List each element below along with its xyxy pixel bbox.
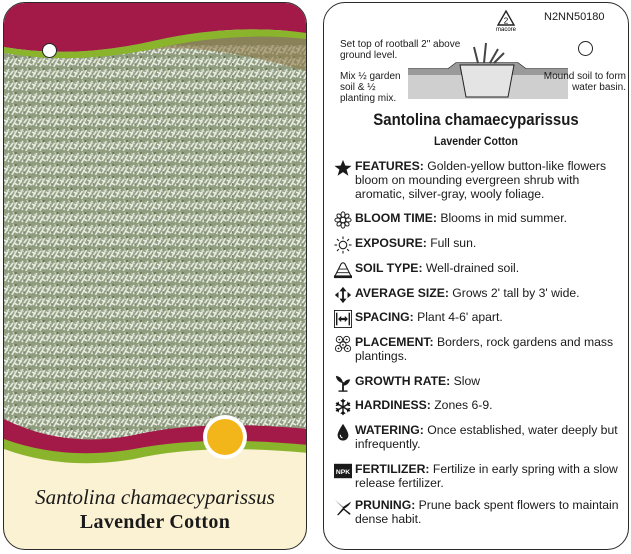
latin-name-back: Santolina chamaecyparissus (373, 110, 579, 129)
common-name: Lavender Cotton (79, 511, 231, 533)
npk-icon (334, 462, 352, 480)
size-icon (334, 286, 352, 304)
attribute-watering: WATERING: Once established, water deeply but infrequently. (334, 423, 626, 451)
attribute-placement: PLACEMENT: Borders, rock gardens and mass plantings. (334, 335, 626, 363)
attribute-soil-type: SOIL TYPE: Well-drained soil. (334, 261, 626, 275)
attribute-hardiness: HARDINESS: Zones 6-9. (334, 398, 626, 412)
svg-text:NPK: NPK (335, 469, 351, 477)
sun-icon (334, 236, 352, 254)
snowflake-icon (334, 398, 352, 416)
common-name-back: Lavender Cotton (434, 134, 518, 148)
attribute-exposure: EXPOSURE: Full sun. (334, 236, 626, 250)
recycle-brand: macore (496, 27, 517, 31)
diagram-top-note: Set top of rootball 2" above ground level. (340, 39, 461, 61)
recycle-icon (496, 9, 542, 31)
pruners-icon (334, 498, 352, 516)
star-icon (334, 159, 352, 177)
attribute-features: FEATURES: Golden-yellow button-like flowers bloom on mounding evergreen shrub with aromatic, silver-gray, wooly foliage. (334, 159, 626, 201)
planting-diagram (332, 33, 624, 103)
attribute-fertilizer: NPK FERTILIZER: Fertilize in early spring with a slow release fertilizer. (335, 462, 618, 490)
front-tag (3, 2, 307, 550)
placement-icon (334, 335, 352, 353)
back-tag (323, 2, 629, 550)
bloom-icon (334, 211, 352, 229)
soil-icon (334, 261, 352, 279)
latin-name: Santolina chamaecyparissus (35, 485, 275, 509)
water-drop-icon (334, 423, 352, 441)
attribute-bloom-time: BLOOM TIME: Blooms in mid summer. (334, 211, 626, 225)
bloom-color-dot (202, 414, 248, 460)
diagram-left-note: Mix ½ garden soil & ½ planting mix. (340, 71, 401, 104)
hang-hole (42, 43, 57, 58)
attribute-growth-rate: GROWTH RATE: Slow (334, 374, 626, 388)
plant-photo (4, 31, 306, 459)
product-code: N2NN50180 (544, 11, 605, 23)
recycle-number: 2 (503, 16, 509, 26)
bottom-band (4, 399, 307, 479)
attribute-average-size: AVERAGE SIZE: Grows 2' tall by 3' wide. (334, 286, 626, 300)
attribute-pruning: PRUNING: Prune back spent flowers to maintain dense habit. (334, 498, 626, 526)
diagram-right-note: Mound soil to form water basin. (543, 71, 626, 93)
spacing-icon (334, 310, 352, 328)
attribute-spacing: SPACING: Plant 4-6' apart. (334, 310, 626, 324)
growth-icon (334, 374, 352, 392)
